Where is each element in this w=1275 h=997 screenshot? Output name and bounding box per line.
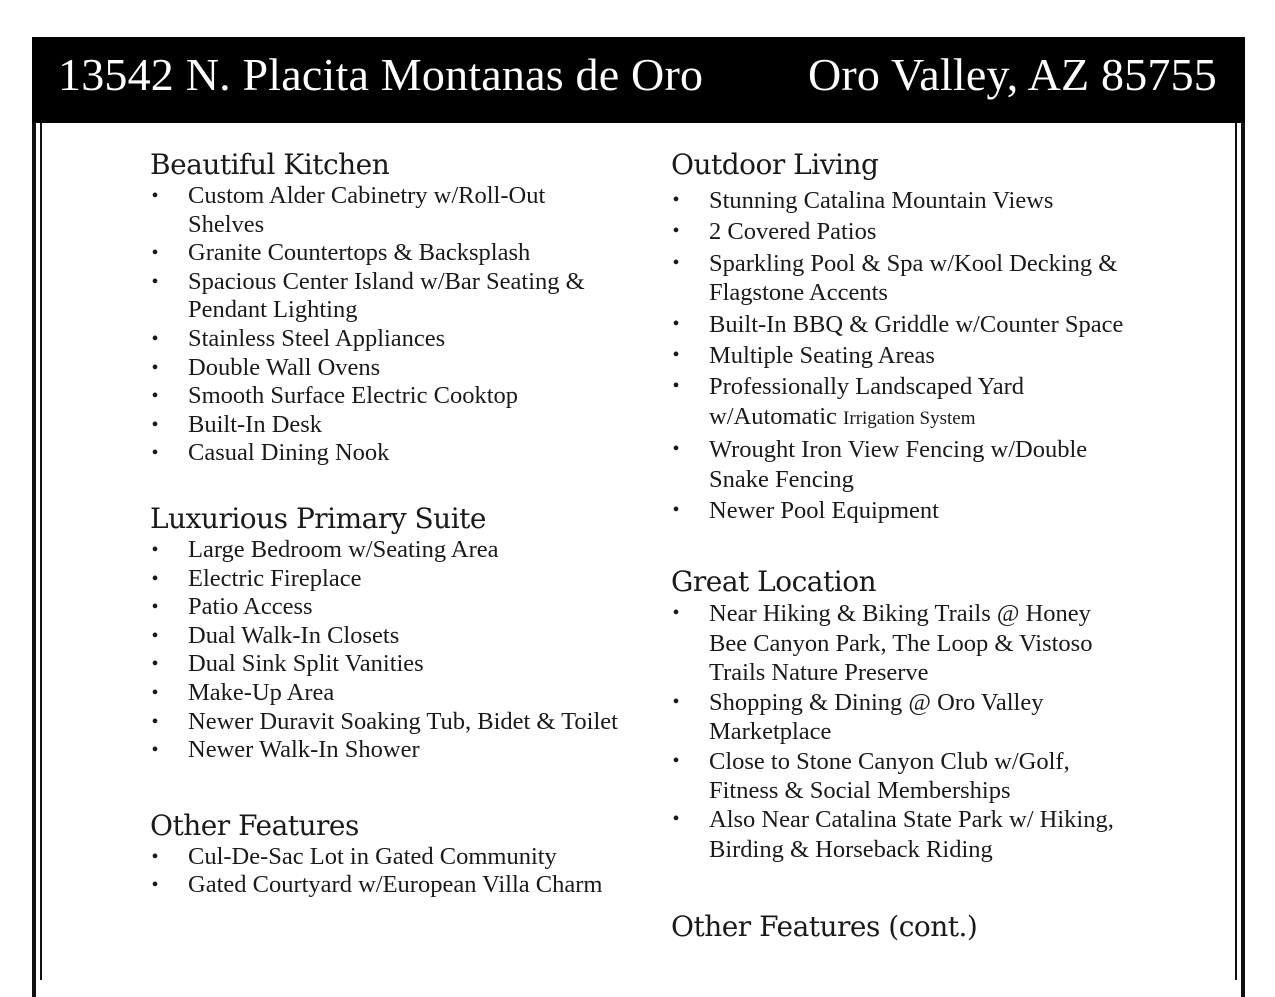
list-item-text: Cul-De-Sac Lot in Gated Community xyxy=(188,842,557,870)
list-item xyxy=(150,239,620,268)
list-item-text: Newer Duravit Soaking Tub, Bidet & Toilet xyxy=(188,707,618,735)
left-column xyxy=(150,148,620,934)
property-address: 13542 N. Placita Montanas de Oro xyxy=(58,49,704,100)
list-item-text: Stainless Steel Appliances xyxy=(188,324,446,352)
bullet-icon: • xyxy=(151,538,159,561)
section-title-location: Great Location xyxy=(671,565,877,599)
bullet-icon: • xyxy=(151,356,159,379)
list-item xyxy=(150,679,620,708)
bullet-icon: • xyxy=(151,242,159,265)
list-item xyxy=(150,622,620,651)
list-item xyxy=(671,186,1131,215)
bullet-icon: • xyxy=(672,602,680,625)
suite-list xyxy=(150,536,620,765)
bullet-icon: • xyxy=(672,438,680,461)
bullet-icon: • xyxy=(672,344,680,367)
bullet-icon: • xyxy=(151,385,159,408)
list-item xyxy=(671,435,1131,494)
list-item-text: Large Bedroom w/Seating Area xyxy=(188,535,499,563)
list-item xyxy=(671,747,1131,806)
bullet-icon: • xyxy=(672,808,680,831)
list-item xyxy=(150,382,620,411)
list-item xyxy=(150,536,620,565)
list-item xyxy=(150,565,620,594)
list-item-text: Custom Alder Cabinetry w/Roll-Out Shelves xyxy=(188,182,546,238)
list-item xyxy=(671,599,1131,687)
bullet-icon: • xyxy=(672,312,680,335)
list-item-text: Multiple Seating Areas xyxy=(709,342,935,370)
list-item-text: 2 Covered Patios xyxy=(709,218,877,246)
bullet-icon: • xyxy=(151,681,159,704)
other-features-cont-section xyxy=(671,910,1131,944)
list-item-text: Also Near Catalina State Park w/ Hiking, Birding & Horseback Riding xyxy=(709,806,1114,863)
list-item xyxy=(150,843,620,872)
bullet-icon: • xyxy=(151,567,159,590)
list-item xyxy=(150,708,620,737)
list-item xyxy=(671,805,1131,864)
bullet-icon: • xyxy=(151,270,159,293)
bullet-icon: • xyxy=(151,739,159,762)
section-title-other: Other Features xyxy=(150,808,359,842)
bullet-icon: • xyxy=(151,653,159,676)
list-item-text: Wrought Iron View Fencing w/Double Snake Fencing xyxy=(709,436,1088,493)
list-item-text: Sparkling Pool & Spa w/Kool Decking & Flagstone Accents xyxy=(709,249,1118,307)
list-item xyxy=(671,372,1131,433)
list-item-text: Double Wall Ovens xyxy=(188,353,381,381)
list-item-text: Built-In Desk xyxy=(188,410,323,438)
list-item-text: Newer Pool Equipment xyxy=(709,497,939,525)
list-item xyxy=(150,439,620,468)
list-item xyxy=(671,341,1131,370)
list-item-text: Newer Walk-In Shower xyxy=(188,736,420,764)
list-item-text: Dual Walk-In Closets xyxy=(188,621,400,649)
bullet-icon: • xyxy=(672,690,680,713)
location-section xyxy=(671,565,1131,864)
bullet-icon: • xyxy=(672,251,680,274)
list-item-text: Patio Access xyxy=(188,593,313,621)
bullet-icon: • xyxy=(151,185,159,207)
list-item-text: Spacious Center Island w/Bar Seating & Pendant Lighting xyxy=(188,267,585,324)
list-item xyxy=(150,411,620,440)
kitchen-section xyxy=(150,148,620,468)
bullet-icon: • xyxy=(672,189,680,211)
right-column xyxy=(671,148,1131,978)
list-item xyxy=(671,310,1131,339)
bullet-icon: • xyxy=(151,845,159,868)
outdoor-section xyxy=(671,148,1131,525)
list-item-text: Make-Up Area xyxy=(188,678,335,706)
bullet-icon: • xyxy=(672,749,680,772)
bullet-icon: • xyxy=(151,874,159,897)
list-item xyxy=(150,736,620,765)
bullet-icon: • xyxy=(672,499,680,522)
list-item-text-small: Irrigation System xyxy=(843,407,976,429)
property-city: Oro Valley, AZ 85755 xyxy=(807,49,1217,100)
list-item xyxy=(150,354,620,383)
section-title-other-cont: Other Features (cont.) xyxy=(671,910,978,944)
list-item xyxy=(671,249,1131,308)
list-item xyxy=(150,182,620,239)
list-item-text: Professionally Landscaped Yard w/Automatic xyxy=(709,373,1025,430)
bullet-icon: • xyxy=(151,710,159,733)
list-item xyxy=(671,688,1131,747)
other-features-section xyxy=(150,809,620,900)
section-title-suite: Luxurious Primary Suite xyxy=(150,501,486,535)
bullet-icon: • xyxy=(672,220,680,243)
section-title-outdoor: Outdoor Living xyxy=(671,148,879,181)
list-item xyxy=(150,650,620,679)
list-item xyxy=(150,325,620,354)
list-item-text: Built-In BBQ & Griddle w/Counter Space xyxy=(709,310,1124,338)
bullet-icon: • xyxy=(151,624,159,647)
bullet-icon: • xyxy=(151,596,159,619)
list-item xyxy=(671,217,1131,246)
section-title-kitchen: Beautiful Kitchen xyxy=(150,148,390,181)
bullet-icon: • xyxy=(151,442,159,465)
list-item-text: Granite Countertops & Backsplash xyxy=(188,239,531,267)
list-item-text: Stunning Catalina Mountain Views xyxy=(709,187,1054,214)
list-item-text: Electric Fireplace xyxy=(188,564,362,592)
list-item-text: Near Hiking & Biking Trails @ Honey Bee Canyon Park, The Loop & Vistoso Trails Nature Preserve xyxy=(709,600,1093,687)
bullet-icon: • xyxy=(151,327,159,350)
location-list xyxy=(671,599,1131,864)
suite-section xyxy=(150,502,620,765)
kitchen-list xyxy=(150,182,620,468)
list-item-text: Dual Sink Split Vanities xyxy=(188,650,424,678)
list-item-text: Shopping & Dining @ Oro Valley Marketplace xyxy=(709,688,1044,746)
list-item-text: Gated Courtyard w/European Villa Charm xyxy=(188,871,603,899)
list-item-text: Casual Dining Nook xyxy=(188,439,390,467)
list-item-text: Smooth Surface Electric Cooktop xyxy=(188,382,518,410)
outdoor-list xyxy=(671,186,1131,525)
other-features-list xyxy=(150,843,620,900)
list-item xyxy=(150,268,620,325)
list-item xyxy=(150,593,620,622)
list-item xyxy=(671,496,1131,525)
list-item xyxy=(150,871,620,900)
bullet-icon: • xyxy=(151,413,159,436)
bullet-icon: • xyxy=(672,375,680,398)
list-item-text: Close to Stone Canyon Club w/Golf, Fitness & Social Memberships xyxy=(709,747,1070,804)
